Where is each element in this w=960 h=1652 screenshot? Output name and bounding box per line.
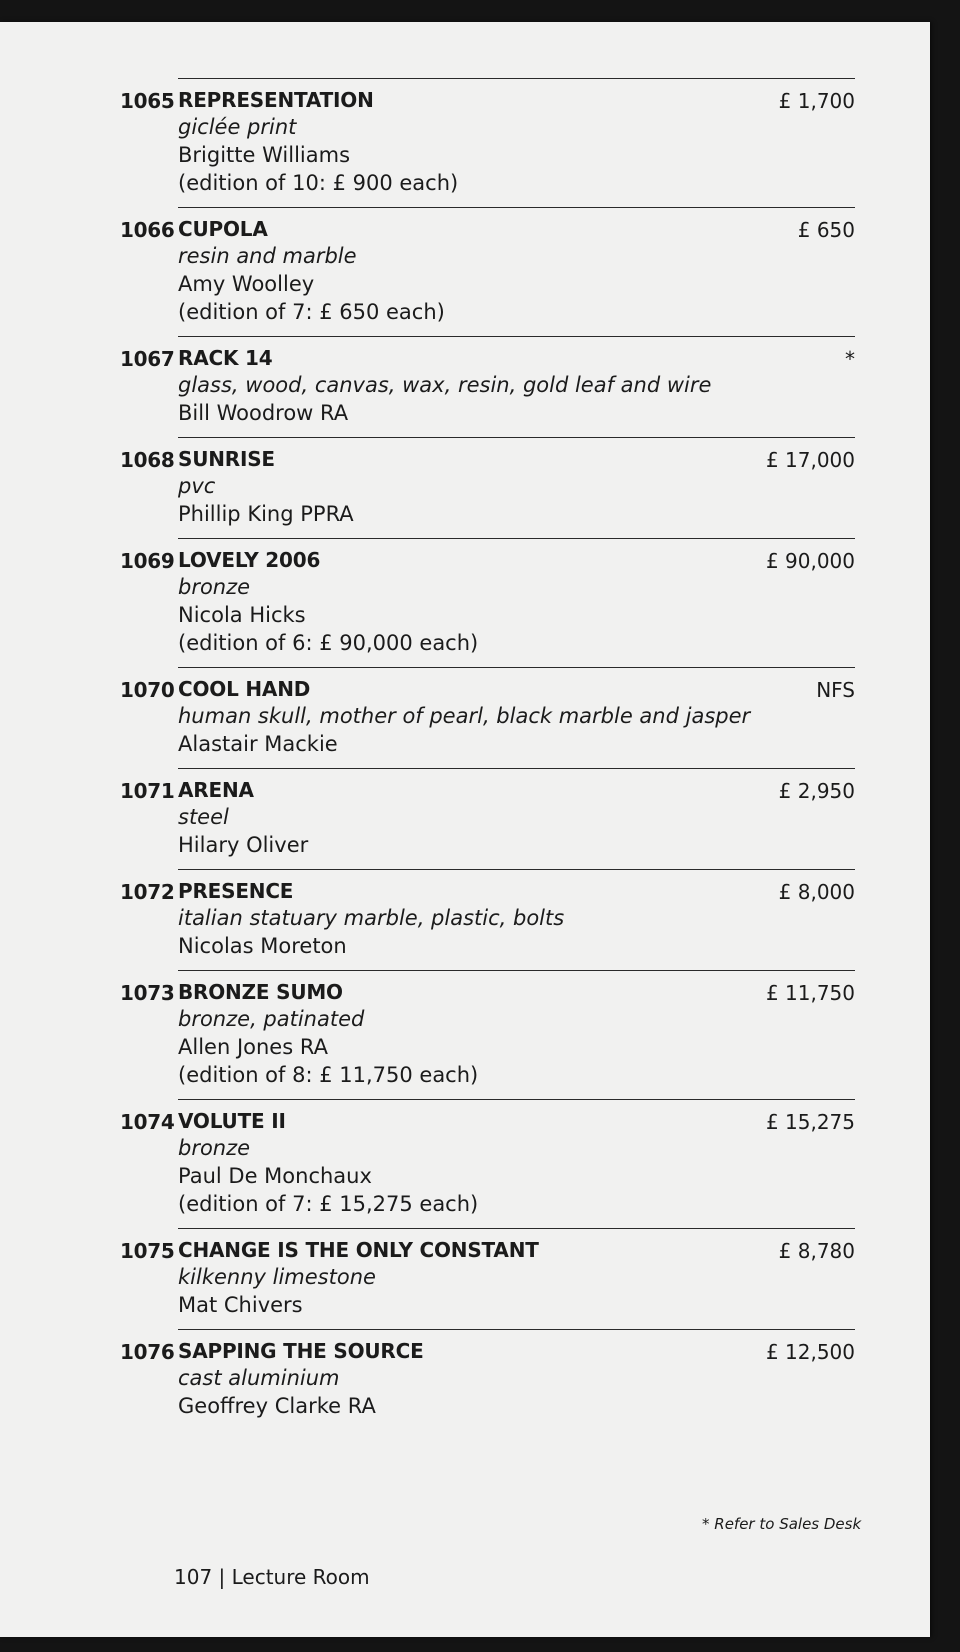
entry-list [0,78,930,1430]
entry-artist: Brigitte Williams [178,143,351,167]
catalogue-page [0,22,930,1637]
entry-artist: Alastair Mackie [178,732,338,756]
entry-price: NFS [816,678,855,702]
entry-number: 1067 [120,347,175,371]
catalogue-entry [120,538,855,667]
entry-title: ARENA [178,778,254,802]
entry-price: £ 11,750 [765,981,855,1005]
catalogue-entry [120,78,855,207]
entry-medium: cast aluminium [178,1366,340,1390]
entry-title: SAPPING THE SOURCE [178,1339,424,1363]
entry-medium: steel [178,805,229,829]
entry-number: 1066 [120,218,175,242]
entry-price: * [845,347,855,371]
entry-number: 1076 [120,1340,175,1364]
entry-price: £ 90,000 [765,549,855,573]
entry-number: 1073 [120,981,175,1005]
catalogue-entry [120,437,855,538]
catalogue-entry [120,1329,855,1430]
catalogue-entry [120,207,855,336]
entry-number: 1068 [120,448,175,472]
entry-title: RACK 14 [178,346,273,370]
entry-medium: bronze, patinated [178,1007,365,1031]
entry-price: £ 8,000 [778,880,855,904]
entry-edition: (edition of 10: £ 900 each) [178,171,459,195]
entry-artist: Nicola Hicks [178,603,306,627]
page-folio: 107 | Lecture Room [174,1565,370,1589]
entry-artist: Phillip King PPRA [178,502,354,526]
entry-number: 1065 [120,89,175,113]
entry-title: LOVELY 2006 [178,548,321,572]
entry-title: CHANGE IS THE ONLY CONSTANT [178,1238,539,1262]
entry-title: REPRESENTATION [178,88,374,112]
entry-price: £ 2,950 [778,779,855,803]
entry-number: 1075 [120,1239,175,1263]
entry-artist: Bill Woodrow RA [178,401,349,425]
entry-number: 1069 [120,549,175,573]
entry-price: £ 8,780 [778,1239,855,1263]
entry-title: SUNRISE [178,447,275,471]
entry-medium: italian statuary marble, plastic, bolts [178,906,565,930]
catalogue-entry [120,1228,855,1329]
entry-number: 1074 [120,1110,175,1134]
entry-number: 1071 [120,779,175,803]
entry-title: BRONZE SUMO [178,980,343,1004]
entry-edition: (edition of 7: £ 650 each) [178,300,445,324]
entry-number: 1072 [120,880,175,904]
entry-edition: (edition of 7: £ 15,275 each) [178,1192,479,1216]
entry-edition: (edition of 8: £ 11,750 each) [178,1063,479,1087]
entry-artist: Paul De Monchaux [178,1164,372,1188]
entry-price: £ 15,275 [765,1110,855,1134]
entry-medium: glass, wood, canvas, wax, resin, gold leaf and wire [178,373,712,397]
catalogue-entry [120,869,855,970]
catalogue-entry [120,336,855,437]
entry-price: £ 1,700 [778,89,855,113]
entry-edition: (edition of 6: £ 90,000 each) [178,631,479,655]
catalogue-entry [120,768,855,869]
entry-medium: bronze [178,575,251,599]
entry-number: 1070 [120,678,175,702]
catalogue-entry [120,1099,855,1228]
entry-artist: Mat Chivers [178,1293,303,1317]
entry-price: £ 12,500 [765,1340,855,1364]
entry-price: £ 17,000 [765,448,855,472]
footnote: * Refer to Sales Desk [702,1515,862,1533]
catalogue-entry [120,970,855,1099]
entry-medium: giclée print [178,115,297,139]
entry-price: £ 650 [797,218,855,242]
entry-medium: bronze [178,1136,251,1160]
entry-medium: resin and marble [178,244,357,268]
entry-title: PRESENCE [178,879,294,903]
entry-medium: pvc [178,474,216,498]
entry-medium: kilkenny limestone [178,1265,376,1289]
entry-artist: Hilary Oliver [178,833,309,857]
entry-artist: Amy Woolley [178,272,315,296]
entry-title: VOLUTE II [178,1109,286,1133]
entry-artist: Allen Jones RA [178,1035,328,1059]
entry-title: COOL HAND [178,677,311,701]
catalogue-entry [120,667,855,768]
entry-title: CUPOLA [178,217,268,241]
entry-artist: Nicolas Moreton [178,934,347,958]
entry-medium: human skull, mother of pearl, black marble and jasper [178,704,751,728]
entry-artist: Geoffrey Clarke RA [178,1394,376,1418]
